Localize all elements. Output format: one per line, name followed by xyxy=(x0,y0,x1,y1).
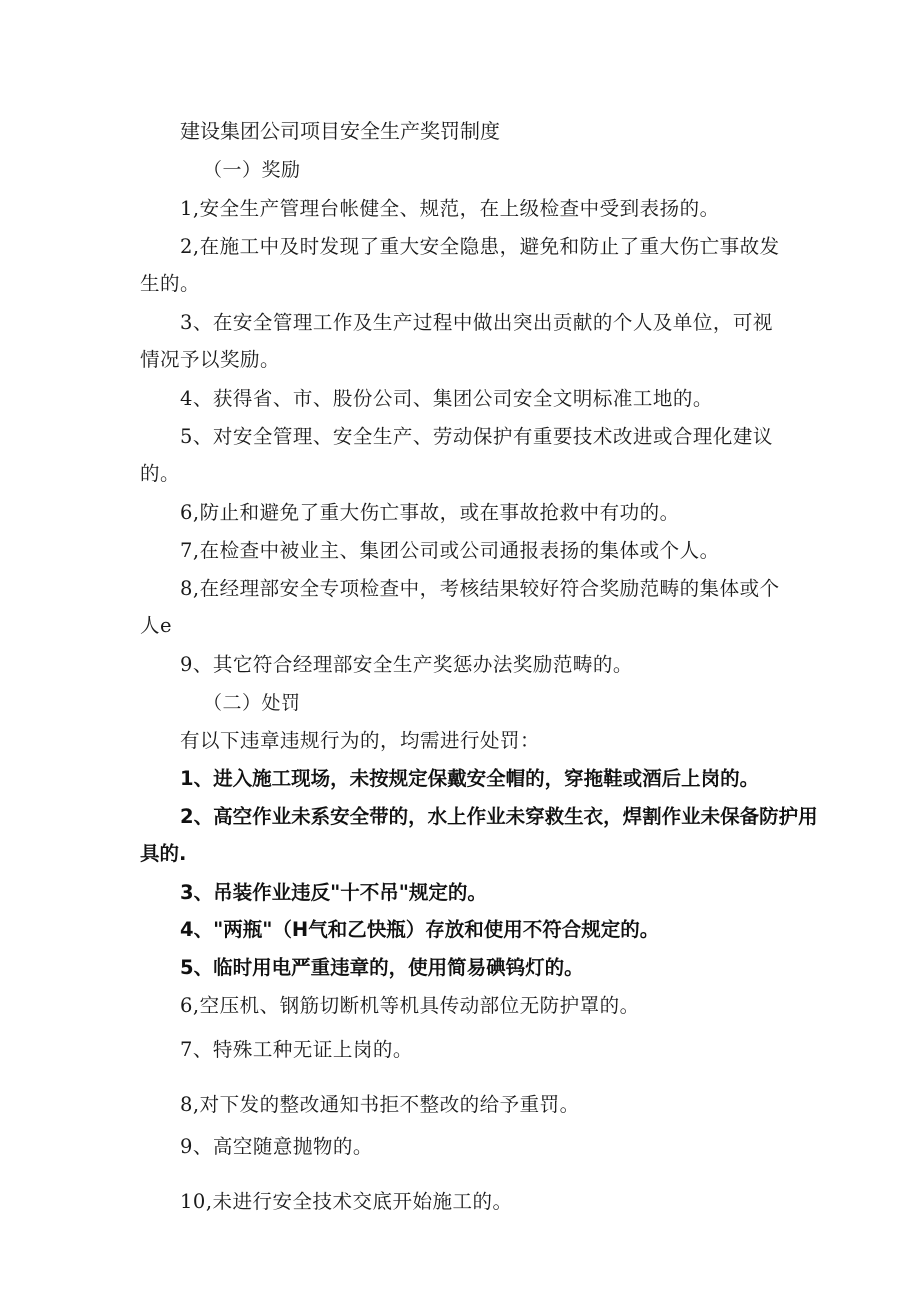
document-title: 建设集团公司项目安全生产奖罚制度 xyxy=(180,119,500,143)
reward-item-8: 8,在经理部安全专项检查中，考核结果较好符合奖励范畴的集体或个 xyxy=(180,577,780,600)
penalty-item-7: 7、特殊工种无证上岗的。 xyxy=(180,1038,413,1061)
penalty-item-2-cont: 具的. xyxy=(140,842,187,865)
reward-item-5: 5、对安全管理、安全生产、劳动保护有重要技术改进或合理化建议 xyxy=(180,425,773,448)
penalty-item-3: 3、吊装作业违反"十不吊"规定的。 xyxy=(180,881,487,904)
penalty-heading: （二）处罚 xyxy=(203,692,301,714)
reward-heading: （一）奖励 xyxy=(203,159,301,181)
reward-item-6: 6,防止和避免了重大伤亡事故，或在事故抢救中有功的。 xyxy=(180,501,680,524)
reward-item-2: 2,在施工中及时发现了重大安全隐患，避免和防止了重大伤亡事故发 xyxy=(180,235,780,258)
penalty-item-5: 5、临时用电严重违章的，使用简易碘钨灯的。 xyxy=(180,956,584,979)
reward-item-2-cont: 生的。 xyxy=(140,272,201,295)
penalty-intro: 有以下违章违规行为的，均需进行处罚： xyxy=(180,729,541,752)
penalty-item-1: 1、进入施工现场，未按规定保戴安全帽的，穿拖鞋或酒后上岗的。 xyxy=(180,767,760,790)
reward-item-9: 9、其它符合经理部安全生产奖惩办法奖励范畴的。 xyxy=(180,653,633,676)
penalty-item-8: 8,对下发的整改通知书拒不整改的给予重罚。 xyxy=(180,1093,580,1116)
penalty-item-9: 9、高空随意抛物的。 xyxy=(180,1135,373,1158)
reward-item-7: 7,在检查中被业主、集团公司或公司通报表扬的集体或个人。 xyxy=(180,539,720,562)
penalty-item-2: 2、高空作业未系安全带的，水上作业未穿救生衣，焊割作业未保备防护用 xyxy=(180,805,818,828)
penalty-item-6: 6,空压机、钢筋切断机等机具传动部位无防护罩的。 xyxy=(180,994,640,1017)
reward-item-1: 1,安全生产管理台帐健全、规范，在上级检查中受到表扬的。 xyxy=(180,197,720,220)
reward-item-3-cont: 情况予以奖励。 xyxy=(140,348,281,371)
penalty-item-4: 4、"两瓶"（H气和乙快瓶）存放和使用不符合规定的。 xyxy=(180,918,660,941)
reward-item-4: 4、获得省、市、股份公司、集团公司安全文明标准工地的。 xyxy=(180,387,713,410)
reward-item-8-cont: 人e xyxy=(140,614,173,637)
penalty-item-10: 10,未进行安全技术交底开始施工的。 xyxy=(180,1190,513,1213)
reward-item-3: 3、在安全管理工作及生产过程中做出突出贡献的个人及单位，可视 xyxy=(180,311,773,334)
reward-item-5-cont: 的。 xyxy=(140,462,181,485)
